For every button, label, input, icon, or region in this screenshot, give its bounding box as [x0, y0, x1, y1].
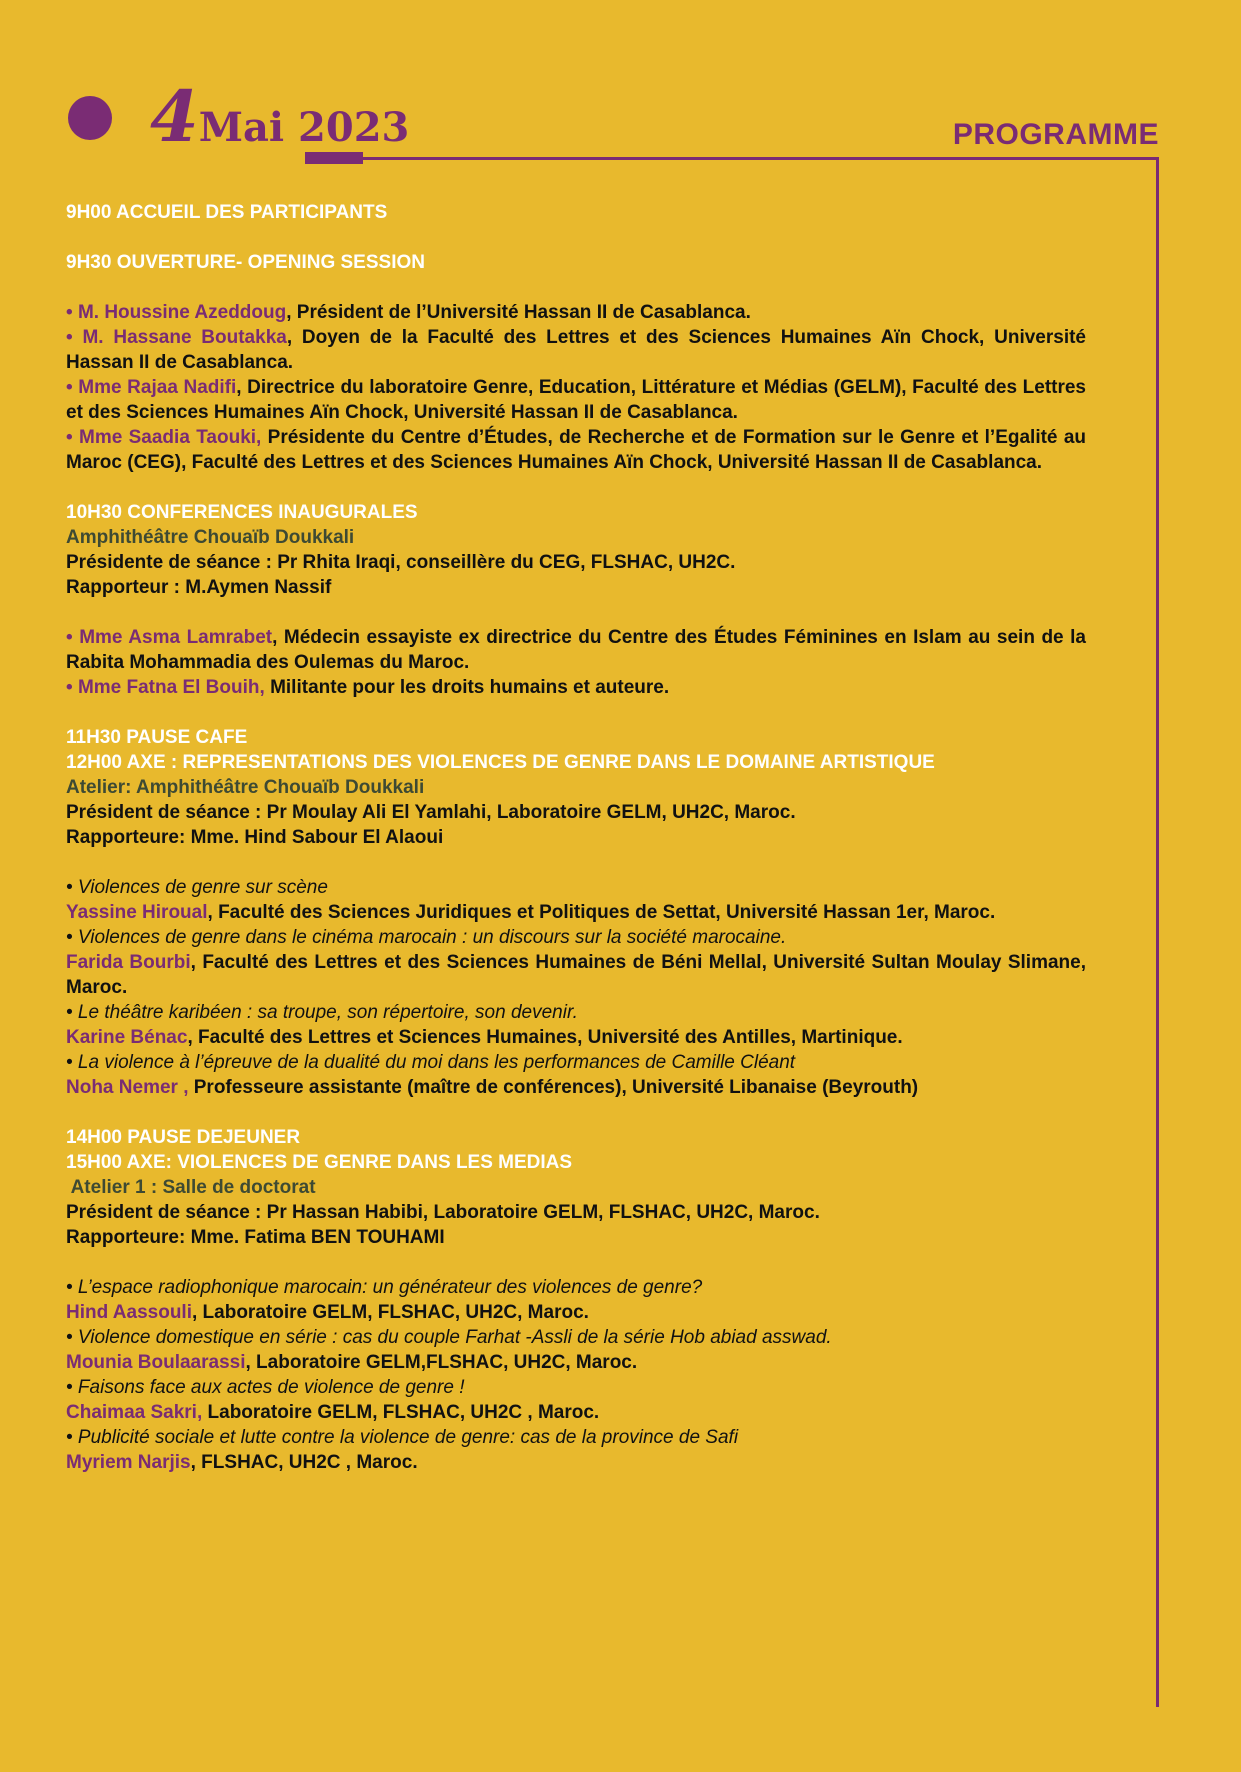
programme-title: PROGRAMME	[952, 118, 1159, 151]
speaker-name: Farida Bourbi	[66, 952, 191, 973]
date-day: 4	[150, 75, 199, 158]
date-month-year: Mai 2023	[198, 104, 410, 151]
session-reporter: Rapporteure: Mme. Fatima BEN TOUHAMI	[66, 1227, 445, 1248]
speaker-entry: • Mme Fatna El Bouih, Militante pour les droits humains et auteure.	[66, 677, 670, 698]
session-reporter: Rapporteure: Mme. Hind Sabour El Alaoui	[66, 827, 444, 848]
opening-speakers	[66, 300, 1086, 475]
speaker-entry: • M. Houssine Azeddoug, Président de l’Université Hassan II de Casablanca.	[66, 302, 751, 323]
speaker-name: Yassine Hiroual	[66, 902, 208, 923]
session-chair: Président de séance : Pr Hassan Habibi, Laboratoire GELM, FLSHAC, UH2C, Maroc.	[66, 1202, 820, 1223]
schedule-heading: 14H00 PAUSE DEJEUNER	[66, 1127, 301, 1148]
schedule-heading: 12H00 AXE : REPRESENTATIONS DES VIOLENCES DE GENRE DANS LE DOMAINE ARTISTIQUE	[66, 752, 935, 773]
speaker-entry: • Mme Asma Lamrabet, Médecin essayiste ex directrice du Centre des Études Féminines en Islam au sein de la Rabita Mohammadia des Oulemas du Maroc.	[66, 627, 1086, 673]
session-venue: Amphithéâtre Chouaïb Doukkali	[66, 527, 355, 548]
session-venue: Atelier: Amphithéâtre Chouaïb Doukkali	[66, 777, 425, 798]
talk-speaker: Mounia Boulaarassi, Laboratoire GELM,FLSHAC, UH2C, Maroc.	[66, 1352, 638, 1373]
decorative-dot	[68, 96, 112, 140]
speaker-name: Karine Bénac	[66, 1027, 188, 1048]
event-date	[150, 75, 410, 158]
speaker-entry: • Mme Saadia Taouki, Présidente du Centre d’Études, de Recherche et de Formation sur le Genre et l’Egalité au Maroc (CEG), Faculté des Lettres et des Sciences Humaines Aïn Chock, Université Hassan II de Casablanca.	[66, 427, 1086, 473]
talk-speaker: Chaimaa Sakri, Laboratoire GELM, FLSHAC, UH2C , Maroc.	[66, 1402, 600, 1423]
session-chair: Présidente de séance : Pr Rhita Iraqi, conseillère du CEG, FLSHAC, UH2C.	[66, 552, 736, 573]
frame-top-line	[363, 157, 1159, 160]
talk-title: • L’espace radiophonique marocain: un générateur des violences de genre?	[66, 1277, 703, 1298]
schedule-heading: 9H30 OUVERTURE- OPENING SESSION	[66, 252, 425, 273]
schedule-heading: 10H30 CONFERENCES INAUGURALES	[66, 502, 418, 523]
speaker-name: Noha Nemer ,	[66, 1077, 189, 1098]
speaker-name: Mounia Boulaarassi	[66, 1352, 246, 1373]
talk-title: • Le théâtre karibéen : sa troupe, son répertoire, son devenir.	[66, 1002, 578, 1023]
frame-right-line	[1156, 157, 1159, 1707]
session-chair: Président de séance : Pr Moulay Ali El Yamlahi, Laboratoire GELM, UH2C, Maroc.	[66, 802, 796, 823]
schedule-heading: 15H00 AXE: VIOLENCES DE GENRE DANS LES MEDIAS	[66, 1152, 573, 1173]
talk-speaker: Yassine Hiroual, Faculté des Sciences Juridiques et Politiques de Settat, Université Hassan 1er, Maroc.	[66, 902, 996, 923]
session-reporter: Rapporteur : M.Aymen Nassif	[66, 577, 332, 598]
speaker-name: Mme Fatna El Bouih,	[77, 677, 265, 698]
schedule-heading: 9H00 ACCUEIL DES PARTICIPANTS	[66, 202, 388, 223]
talk-title: • Publicité sociale et lutte contre la violence de genre: cas de la province de Safi	[66, 1427, 739, 1448]
programme-content	[66, 200, 1086, 1475]
talk-title: • Violence domestique en série : cas du couple Farhat -Assli de la série Hob abiad asswad.	[66, 1327, 832, 1348]
speaker-name: Hind Aassouli	[66, 1302, 192, 1323]
speaker-name: M. Houssine Azeddoug	[77, 302, 287, 323]
talk-speaker: Karine Bénac, Faculté des Lettres et Sciences Humaines, Université des Antilles, Martinique.	[66, 1027, 903, 1048]
talk-title: • La violence à l’épreuve de la dualité du moi dans les performances de Camille Cléant	[66, 1052, 796, 1073]
schedule-heading: 11H30 PAUSE CAFE	[66, 727, 248, 748]
talk-title: • Violences de genre dans le cinéma marocain : un discours sur la société marocaine.	[66, 927, 787, 948]
date-underline	[305, 152, 363, 164]
talk-title: • Violences de genre sur scène	[66, 877, 328, 898]
talk-speaker: Farida Bourbi, Faculté des Lettres et des Sciences Humaines de Béni Mellal, Université Sultan Moulay Slimane, Maroc.	[66, 952, 1086, 998]
speaker-name: M. Hassane Boutakka	[82, 327, 287, 348]
session-venue: Atelier 1 : Salle de doctorat	[66, 1177, 316, 1198]
speaker-name: Mme Saadia Taouki,	[79, 427, 262, 448]
talk-speaker: Hind Aassouli, Laboratoire GELM, FLSHAC, UH2C, Maroc.	[66, 1302, 589, 1323]
talk-speaker: Noha Nemer , Professeure assistante (maître de conférences), Université Libanaise (Beyrouth)	[66, 1077, 919, 1098]
talk-title: • Faisons face aux actes de violence de genre !	[66, 1377, 465, 1398]
speaker-entry: • M. Hassane Boutakka, Doyen de la Faculté des Lettres et des Sciences Humaines Aïn Chock, Université Hassan II de Casablanca.	[66, 327, 1086, 373]
speaker-entry: • Mme Rajaa Nadifi, Directrice du laboratoire Genre, Education, Littérature et Médias (GELM), Faculté des Lettres et des Sciences Humaines Aïn Chock, Université Hassan II de Casablanca.	[66, 377, 1087, 423]
speaker-name: Myriem Narjis	[66, 1452, 191, 1473]
speaker-name: Mme Rajaa Nadifi	[78, 377, 237, 398]
speaker-name: Chaimaa Sakri,	[66, 1402, 203, 1423]
speaker-name: Mme Asma Lamrabet	[79, 627, 273, 648]
talk-speaker: Myriem Narjis, FLSHAC, UH2C , Maroc.	[66, 1452, 418, 1473]
